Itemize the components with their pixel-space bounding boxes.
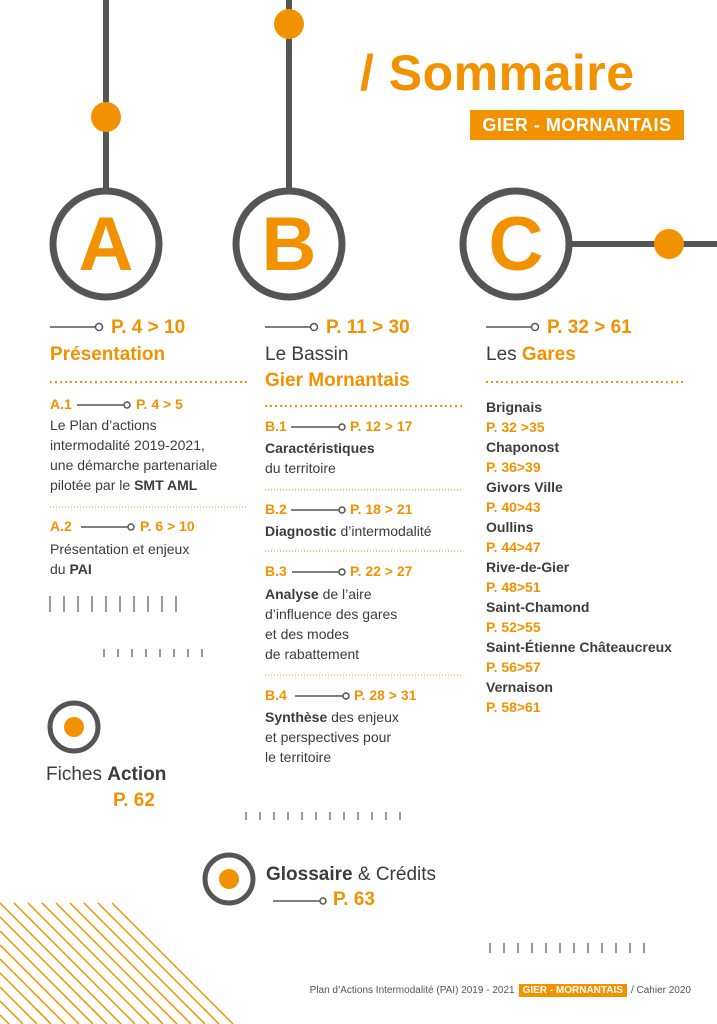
gare-item[interactable]: Givors Ville P. 40>43 [486,479,563,515]
letter-b: B [261,202,317,287]
item-b3-code: B.3 [265,563,287,579]
item-a2-text: Présentation et enjeux du PAI [50,541,190,577]
footer-tag: GIER - MORNANTAIS [519,984,627,997]
page-title: / Sommaire [360,45,635,101]
footer-suffix: / Cahier 2020 [630,985,691,996]
item-b1-pages[interactable]: P. 12 > 17 [350,418,413,434]
item-b2-text: Diagnostic d’intermodalité [265,523,432,539]
line-c-dot [654,229,684,259]
item-b3-pages[interactable]: P. 22 > 27 [350,563,413,579]
item-a2-code: A.2 [50,518,72,534]
fiches-action-pages[interactable]: P. 62 [113,790,155,811]
letter-a: A [78,202,134,287]
item-a1-text: Le Plan d’actions intermodalité 2019-2021, une démarche partenariale pilotée par le SMT AML [50,417,218,493]
footer-text: Plan d’Actions Intermodalité (PAI) 2019 - 2021 [309,985,515,996]
section-c-pages[interactable]: P. 32 > 61 [547,317,632,338]
gare-item[interactable]: Saint-Chamond P. 52>55 [486,599,590,635]
line-a-dot [91,102,121,132]
item-b1-code: B.1 [265,418,287,434]
gare-item[interactable]: Oullins P. 44>47 [486,519,541,555]
item-b4-text: Synthèse des enjeux et perspectives pour le territoire [265,709,399,765]
gare-item[interactable]: Rive-de-Gier P. 48>51 [486,559,570,595]
glossaire-title[interactable]: Glossaire & Crédits [266,864,437,885]
item-b2-pages[interactable]: P. 18 > 21 [350,501,413,517]
fiches-action-title[interactable]: Fiches Action [46,764,167,785]
item-a1-code: A.1 [50,396,72,412]
item-b1-text: Caractéristiques du territoire [265,440,375,476]
territory-badge: GIER - MORNANTAIS [470,110,684,140]
section-c-name[interactable]: Les Gares [486,344,576,365]
item-b4-pages[interactable]: P. 28 > 31 [354,687,417,703]
footer [310,984,691,997]
item-a1-pages[interactable]: P. 4 > 5 [136,396,183,412]
section-a-name[interactable]: Présentation [50,344,166,365]
item-b2-code: B.2 [265,501,287,517]
line-b-dot [274,9,304,39]
section-b-pages[interactable]: P. 11 > 30 [326,317,410,338]
section-a-pages[interactable]: P. 4 > 10 [111,317,186,338]
gares-list [486,397,672,717]
gare-item[interactable]: Brignais P. 32 >35 [486,399,545,435]
glossaire-pages[interactable]: P. 63 [333,889,375,910]
gare-item[interactable]: Saint-Étienne Châteaucreux P. 56>57 [486,639,672,675]
gare-item[interactable]: Chaponost P. 36>39 [486,439,560,475]
section-b-name[interactable]: Le Bassin Gier Mornantais [265,344,410,391]
item-a2-pages[interactable]: P. 6 > 10 [140,518,195,534]
letter-c: C [488,202,544,287]
item-b3-text: Analyse de l’aire d’influence des gares et des modes de rabattement [265,586,398,662]
item-b4-code: B.4 [265,687,287,703]
gare-item[interactable]: Vernaison P. 58>61 [486,679,553,715]
